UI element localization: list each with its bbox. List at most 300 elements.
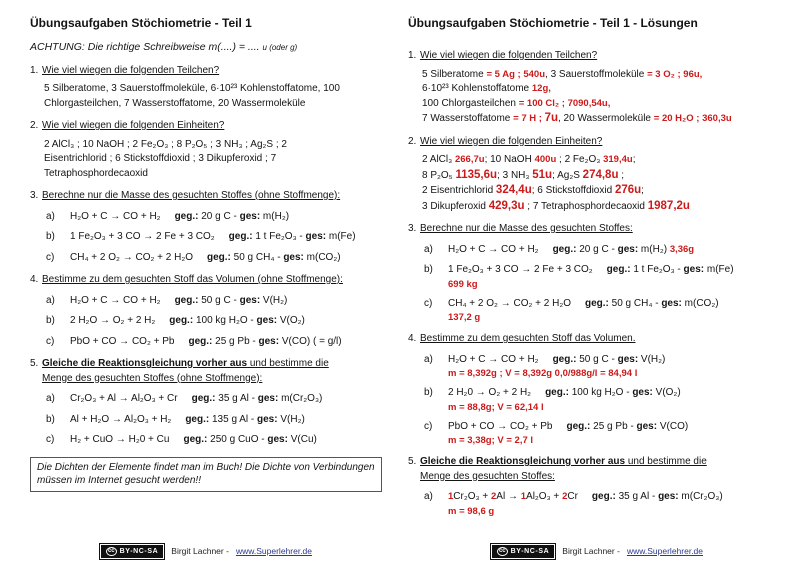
text-run: ; Ag₂S: [552, 169, 583, 181]
text-run: geg.:: [545, 387, 569, 398]
text-run: H₂O + C → CO + H₂: [70, 294, 161, 306]
exercise-item: [30, 413, 382, 428]
page-title: [408, 16, 786, 31]
text-run: geg.:: [606, 264, 631, 275]
item-line: [70, 335, 382, 350]
text-run: 3 Dikupferoxid: [422, 200, 489, 212]
text-run: 50 g CH₄ -: [230, 251, 284, 263]
item-label: a): [46, 393, 55, 404]
item-solution-line: [448, 278, 786, 291]
item-body: [448, 386, 786, 414]
item-line: [448, 297, 786, 312]
section-body: [44, 82, 382, 111]
text-run: V(H₂): [638, 353, 666, 365]
item-label: c): [46, 434, 55, 445]
text-run: u (oder g): [262, 43, 298, 52]
section-number: 1.: [408, 50, 417, 61]
solution-value: 3,36g: [669, 243, 695, 255]
text-run: Berechne nur die Masse des gesuchten Stoffes:: [420, 223, 633, 234]
text-run: geg.:: [185, 413, 210, 425]
text-run: 2 AlCl₃ ; 10 NaOH ; 2 Fe₂O₃ ; 8 P₂O₅ ; 3 NH₃ ; Ag₂S ; 2: [44, 138, 287, 150]
section-heading: [30, 64, 382, 79]
text-run: 1 t Fe₂O₃ -: [252, 231, 306, 242]
text-run: geg.:: [552, 353, 577, 365]
heading-line: [420, 332, 786, 347]
item-label: b): [424, 387, 433, 398]
text-run: ges:: [658, 491, 679, 502]
text-run: V(H₂): [277, 413, 305, 425]
item-line: [70, 294, 382, 309]
item-label: b): [46, 413, 55, 425]
solution-value: = 100 Cl₂ ; 7090,54u,: [518, 97, 611, 109]
item-line: [448, 490, 786, 505]
section-heading: [408, 222, 786, 237]
text-run: 20 g C -: [198, 210, 240, 222]
website-link[interactable]: www.Superlehrer.de: [626, 546, 704, 556]
solution-value: = 20 H₂O ; 360,3u: [653, 113, 732, 124]
website-link[interactable]: www.Superlehrer.de: [235, 546, 313, 556]
section-body: [422, 68, 786, 127]
text-run: geg.:: [183, 434, 208, 445]
text-run: geg.:: [591, 491, 616, 502]
item-line: [70, 314, 382, 329]
item-body: [448, 297, 786, 325]
body-line: [44, 152, 382, 167]
text-run: ;: [641, 185, 644, 196]
item-body: [70, 294, 382, 309]
solution-value: 274,8u: [582, 168, 619, 181]
text-run: ges:: [239, 294, 261, 306]
section-number: 3.: [408, 223, 417, 234]
section-number: 5.: [30, 358, 39, 369]
item-line: [448, 420, 786, 435]
text-run: 35 g Al -: [215, 393, 258, 404]
heading-line: [42, 357, 382, 372]
exercise-item: [30, 230, 382, 245]
solution-value: m = 8,392g ; V = 8,392g 0,0/988g/l = 84,94 l: [448, 368, 638, 379]
item-label: a): [424, 243, 433, 255]
exercise-item: [30, 335, 382, 350]
item-line: [70, 230, 382, 245]
heading-text: [42, 189, 382, 204]
solution-value: 276u: [614, 184, 642, 196]
text-run: Chlorgasteilchen, 7 Wasserstoffatome, 20 Wassermoleküle: [44, 97, 306, 109]
item-solution-line: [448, 311, 786, 324]
text-run: , 20 Wassermoleküle: [558, 113, 654, 124]
item-label: b): [46, 231, 55, 242]
text-run: 1 Fe₂O₃ + 3 CO → 2 Fe + 3 CO₂: [70, 231, 215, 242]
section-number: 5.: [408, 456, 417, 467]
solution-value: m = 88,8g; V = 62,14 l: [448, 401, 544, 413]
item-label: b): [424, 264, 433, 275]
text-run: geg.:: [206, 251, 231, 263]
item-line: [448, 263, 786, 278]
text-run: Übungsaufgaben Stöchiometrie - Teil 1 - Lösungen: [408, 16, 698, 30]
text-run: 25 g Pb -: [590, 420, 637, 432]
section-heading: [30, 357, 382, 386]
text-run: m(H₂): [638, 243, 670, 255]
text-run: ges:: [617, 243, 639, 255]
text-run: 7 Wasserstoffatome: [422, 113, 514, 124]
item-body: [448, 420, 786, 448]
section-body: [422, 153, 786, 214]
text-run: Cr₂O₃ +: [453, 491, 491, 502]
item-body: [70, 392, 382, 407]
exercise-item: [408, 297, 786, 325]
solution-value: 1987,2u: [647, 199, 690, 212]
solution-value: 266,7u: [454, 154, 485, 165]
text-run: geg.:: [228, 231, 253, 242]
item-solution-line: [448, 434, 786, 447]
text-run: m(H₂): [260, 210, 290, 222]
text-run: 2 Eisentrichlorid: [422, 185, 496, 196]
solution-value: 1135,6u: [455, 168, 498, 181]
text-run: 25 g Pb -: [212, 335, 259, 347]
solution-value: m = 3,38g; V = 2,7 l: [448, 435, 534, 446]
text-run: 100 kg H₂O -: [193, 315, 257, 326]
cc-license-badge: [100, 544, 164, 559]
item-body: [70, 251, 382, 266]
text-run: Die Dichten der Elemente findet man im Buch! Die Dichte von Verbindungen müssen im Internet gesucht werden!!: [37, 461, 378, 486]
heading-line: [42, 119, 382, 134]
item-label: c): [424, 297, 433, 309]
text-run: 2 H₂0 → O₂ + 2 H₂: [448, 387, 532, 398]
item-body: [448, 353, 786, 381]
text-run: 2 AlCl₃: [422, 154, 455, 165]
item-label: c): [424, 420, 433, 432]
item-label: a): [424, 353, 433, 365]
text-run: PbO + CO → CO₂ + Pb: [448, 420, 553, 432]
text-run: 35 g Al -: [615, 491, 659, 502]
text-run: 50 g CH₄ -: [608, 297, 662, 309]
text-run: Wie viel wiegen die folgenden Einheiten?: [420, 135, 603, 147]
text-run: geg.:: [174, 210, 199, 222]
text-run: H₂O + C → CO + H₂: [448, 243, 539, 255]
info-box: [30, 457, 382, 492]
heading-line: [420, 455, 786, 470]
text-run: V(O₂): [277, 315, 305, 326]
text-run: Al + H₂O → Al₂O₃ + H₂: [70, 413, 172, 425]
item-solution-line: [448, 401, 786, 414]
exercise-item: [408, 386, 786, 414]
heading-text: [420, 455, 786, 484]
text-run: ges:: [257, 393, 279, 404]
text-run: ges:: [239, 210, 261, 222]
text-run: ;: [618, 169, 625, 181]
body-line: [422, 68, 786, 83]
text-run: geg.:: [188, 335, 213, 347]
item-body: [70, 413, 382, 428]
cc-icon: cc: [498, 548, 506, 554]
cc-license-badge: [491, 544, 555, 559]
text-run: geg.:: [552, 243, 577, 255]
text-run: ; 7 Tetraphosphordecaoxid: [524, 200, 648, 212]
item-label: a): [46, 210, 55, 222]
license-footer: [30, 544, 382, 559]
heading-line: [420, 222, 786, 237]
solution-value: m = 98,6 g: [448, 505, 495, 517]
cc-icon: cc: [107, 548, 115, 554]
item-label: b): [46, 315, 55, 326]
item-body: [70, 433, 382, 448]
heading-text: [420, 49, 786, 64]
solution-value: 429,3u: [488, 199, 525, 212]
text-run: geg.:: [584, 297, 609, 309]
body-line: [422, 199, 786, 215]
text-run: 250 g CuO -: [207, 434, 268, 445]
item-body: [70, 210, 382, 225]
heading-line: [420, 470, 786, 485]
heading-text: [420, 135, 786, 150]
body-line: [44, 138, 382, 153]
heading-text: [42, 119, 382, 134]
item-line: [70, 433, 382, 448]
exercise-item: [30, 251, 382, 266]
text-run: ;: [632, 154, 636, 165]
exercise-item: [30, 433, 382, 448]
item-line: [448, 353, 786, 368]
text-run: Übungsaufgaben Stöchiometrie - Teil 1: [30, 16, 252, 30]
text-run: Cr: [567, 491, 578, 502]
item-solution-line: [448, 505, 786, 518]
item-body: [70, 335, 382, 350]
solution-value: 1: [520, 491, 527, 502]
text-run: , 3 Sauerstoffmoleküle: [545, 68, 648, 80]
license-footer: [408, 544, 786, 559]
text-run: 6·10²³ Kohlenstoffatome: [422, 83, 532, 94]
body-line: [44, 97, 382, 112]
item-body: [448, 490, 786, 518]
section-body: [44, 138, 382, 182]
text-run: ; 3 NH₃: [497, 169, 533, 181]
text-run: 8 P₂O₅: [422, 169, 456, 181]
exercise-item: [408, 490, 786, 518]
text-run: ; 6 Stickstoffdioxid: [531, 185, 615, 196]
text-run: ; 10 NaOH: [484, 154, 535, 165]
exercise-item: [408, 420, 786, 448]
text-run: Menge des gesuchten Stoffes (ohne Stoffmenge):: [42, 372, 263, 384]
text-run: H₂ + CuO → H₂0 + Cu: [70, 434, 170, 445]
section-heading: [408, 135, 786, 150]
solution-value: 7u: [544, 112, 558, 124]
solution-value: = 7 H ;: [513, 113, 545, 124]
item-label: c): [46, 335, 55, 347]
section-number: 4.: [408, 333, 417, 344]
text-run: ges:: [617, 353, 639, 365]
text-run: ges:: [683, 264, 705, 275]
author-text: Birgit Lachner -: [171, 546, 229, 556]
exercise-item: [30, 314, 382, 329]
text-run: Cr₂O₃ + Al → Al₂O₃ + Cr: [70, 393, 178, 404]
text-run: ges:: [257, 413, 278, 425]
text-run: 5 Silberatome, 3 Sauerstoffmoleküle, 6·10²³ Kohlenstoffatome, 100: [44, 83, 340, 94]
text-run: Eisentrichlorid ; 6 Stickstoffdioxid ; 3 Dikupferoxid ; 7: [44, 153, 277, 164]
item-body: [448, 263, 786, 291]
item-line: [70, 251, 382, 266]
text-run: 135 g Al -: [209, 413, 258, 425]
text-run: und bestimme die: [247, 358, 329, 369]
item-line: [70, 210, 382, 225]
exercise-item: [30, 210, 382, 225]
text-run: Wie viel wiegen die folgenden Einheiten?: [42, 120, 225, 131]
body-line: [422, 168, 786, 184]
body-line: [44, 82, 382, 97]
heading-text: [420, 332, 786, 347]
solution-value: 324,4u: [495, 184, 532, 196]
text-run: Tetraphosphordecaoxid: [44, 167, 148, 179]
text-run: 50 g C -: [198, 294, 240, 306]
body-line: [422, 153, 786, 168]
text-run: ges:: [267, 434, 288, 445]
body-line: [422, 183, 786, 199]
heading-line: [42, 189, 382, 204]
solution-value: 699 kg: [448, 278, 478, 290]
text-run: Wie viel wiegen die folgenden Teilchen?: [420, 50, 598, 61]
body-line: [422, 97, 786, 112]
text-run: ges:: [305, 231, 327, 242]
text-run: Wie viel wiegen die folgenden Teilchen?: [42, 64, 220, 76]
solution-value: 51u: [532, 168, 553, 181]
text-run: V(H₂): [260, 294, 288, 306]
heading-line: [420, 135, 786, 150]
text-run: ges:: [258, 335, 280, 347]
solutions-column: [408, 12, 786, 565]
text-run: geg.:: [191, 393, 216, 404]
section-heading: [408, 332, 786, 347]
item-body: [70, 314, 382, 329]
exercises-column: [30, 12, 382, 565]
text-run: ; 2 Fe₂O₃: [556, 154, 604, 165]
section-number: 4.: [30, 274, 39, 285]
text-run: ACHTUNG: Die richtige Schreibweise m(....) = ....: [30, 41, 263, 53]
heading-line: [42, 273, 382, 288]
page-title: [30, 16, 382, 31]
item-line: [70, 413, 382, 428]
text-run: 20 g C -: [576, 243, 618, 255]
solution-value: = 5 Ag ; 540u: [486, 68, 546, 80]
text-run: geg.:: [169, 315, 194, 326]
solution-value: 2: [490, 491, 497, 502]
text-run: geg.:: [566, 420, 591, 432]
text-run: 5 Silberatome: [422, 68, 487, 80]
item-line: [448, 243, 786, 258]
text-run: m(CO₂): [681, 297, 719, 309]
item-line: [70, 392, 382, 407]
heading-text: [420, 222, 786, 237]
text-run: ges:: [632, 387, 653, 398]
heading-line: [42, 372, 382, 387]
text-run: Bestimme zu dem gesuchten Stoff das Volumen (ohne Stoffmenge):: [42, 274, 343, 285]
exercise-item: [408, 243, 786, 258]
text-run: ges:: [283, 251, 304, 263]
author-text: Birgit Lachner -: [562, 546, 620, 556]
license-label: BY-NC-SA: [510, 548, 550, 555]
section-heading: [408, 49, 786, 64]
exercise-item: [30, 294, 382, 309]
text-run: V(CO) ( = g/l): [279, 335, 342, 347]
text-run: m(Cr₂O₃): [278, 393, 323, 404]
text-run: 100 Chlorgasteilchen: [422, 97, 519, 109]
text-run: Al₂O₃ +: [526, 491, 563, 502]
item-line: [448, 386, 786, 401]
solution-value: 2: [562, 491, 568, 502]
exercise-item: [30, 392, 382, 407]
license-label: BY-NC-SA: [119, 548, 159, 555]
heading-text: [42, 357, 382, 386]
text-run: H₂O + C → CO + H₂: [448, 353, 539, 365]
exercise-item: [408, 353, 786, 381]
body-line: [44, 167, 382, 182]
text-run: m(Fe): [326, 231, 356, 242]
text-run: ges:: [636, 420, 658, 432]
body-line: [422, 82, 786, 97]
text-run: 100 kg H₂O -: [568, 387, 633, 398]
text-run: V(O₂): [652, 387, 681, 398]
text-run: 50 g C -: [576, 353, 618, 365]
text-run: 1 t Fe₂O₃ -: [630, 264, 684, 275]
text-run: Gleiche die Reaktionsgleichung vorher aus: [42, 358, 248, 369]
text-run: Bestimme zu dem gesuchten Stoff das Volumen.: [420, 333, 636, 344]
text-run: PbO + CO → CO₂ + Pb: [70, 335, 175, 347]
solution-value: 319,4u: [603, 154, 633, 165]
text-run: ges:: [256, 315, 278, 326]
item-solution-line: [448, 367, 786, 380]
solution-value: 137,2 g: [448, 312, 481, 323]
item-label: c): [46, 251, 55, 263]
solution-value: 400u: [534, 154, 557, 165]
text-run: Gleiche die Reaktionsgleichung vorher aus: [420, 456, 626, 467]
heading-text: [42, 64, 382, 79]
section-heading: [30, 273, 382, 288]
body-line: [422, 111, 786, 127]
text-run: Al →: [496, 491, 521, 502]
text-run: Berechne nur die Masse des gesuchten Stoffes (ohne Stoffmenge):: [42, 190, 341, 201]
text-run: 2 H₂O → O₂ + 2 H₂: [70, 315, 156, 326]
section-number: 1.: [30, 64, 39, 76]
item-body: [448, 243, 786, 258]
text-run: m(Cr₂O₃): [678, 491, 723, 502]
section-number: 2.: [408, 135, 417, 147]
text-run: Menge des gesuchten Stoffes:: [420, 470, 555, 482]
section-number: 2.: [30, 120, 39, 131]
text-run: V(CO): [657, 420, 689, 432]
heading-line: [42, 64, 382, 79]
section-heading: [30, 189, 382, 204]
exercise-item: [408, 263, 786, 291]
text-run: V(Cu): [287, 434, 317, 445]
item-label: a): [46, 294, 55, 306]
solution-value: 12g,: [531, 83, 551, 94]
section-heading: [30, 119, 382, 134]
solution-value: 1: [448, 491, 454, 502]
text-run: m(Fe): [704, 264, 734, 275]
solution-value: = 3 O₂ ; 96u,: [647, 68, 703, 80]
text-run: H₂O + C → CO + H₂: [70, 210, 161, 222]
notice-line: [30, 40, 382, 56]
section-number: 3.: [30, 190, 39, 201]
text-run: ges:: [661, 297, 682, 309]
text-run: m(CO₂): [303, 251, 341, 263]
text-run: 1 Fe₂O₃ + 3 CO → 2 Fe + 3 CO₂: [448, 264, 593, 275]
item-label: a): [424, 491, 433, 502]
section-heading: [408, 455, 786, 484]
text-run: CH₄ + 2 O₂ → CO₂ + 2 H₂O: [448, 297, 571, 309]
heading-text: [42, 273, 382, 288]
text-run: und bestimme die: [625, 456, 707, 467]
heading-line: [420, 49, 786, 64]
text-run: geg.:: [174, 294, 199, 306]
item-body: [70, 230, 382, 245]
